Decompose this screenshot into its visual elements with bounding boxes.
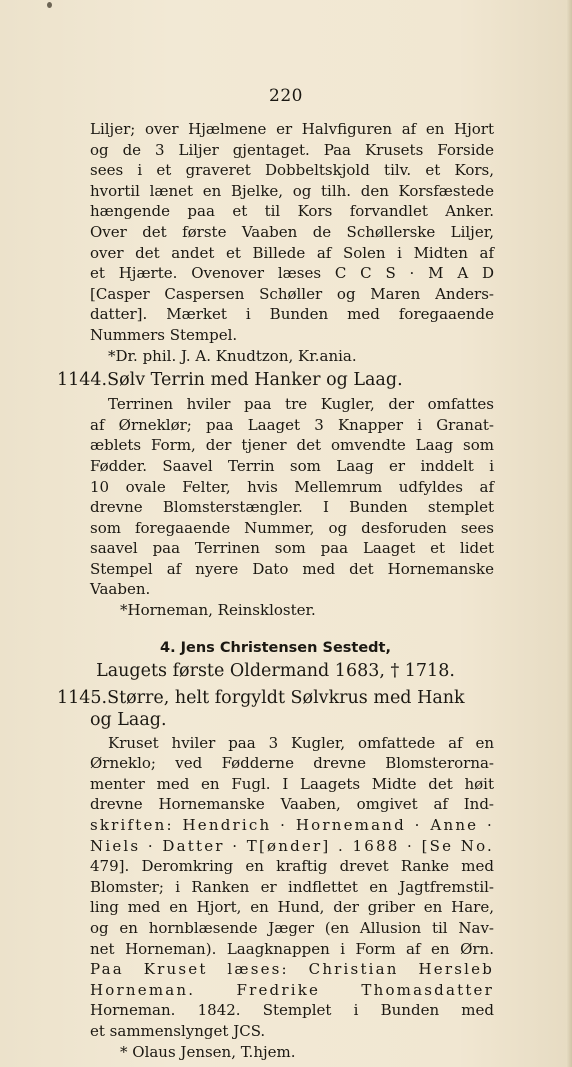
ink-spot (47, 2, 52, 8)
item-title: Større, helt forgyldt Sølvkrus med Hank (107, 687, 465, 708)
text-line: 479]. Deromkring en kraftig drevet Ranke med (90, 857, 494, 876)
text-line: Niels · Datter · T[ønder] . 1688 · [Se No. (90, 836, 494, 855)
text-line: Stempel af nyere Dato med det Hornemanske (90, 559, 494, 578)
item-title-cont: og Laag. (90, 709, 167, 730)
text-line: menter med en Fugl. I Laagets Midte det høit (90, 774, 494, 793)
text-line: drevne Blomsterstængler. I Bunden stemplet (90, 498, 494, 517)
text-line: et sammenslynget JCS. (90, 1021, 266, 1040)
text-line: Liljer; over Hjælmene er Halvfiguren af en Hjort (90, 120, 494, 138)
text-line: datter]. Mærket i Bunden med foregaaende (90, 305, 494, 324)
text-line: hængende paa et til Kors forvandlet Anker. (90, 202, 494, 221)
section-title: 4. Jens Christensen Sestedt, (159, 639, 391, 656)
owner-line: *Dr. phil. J. A. Knudtzon, Kr.ania. (108, 346, 357, 365)
text-line: hvortil lænet en Bjelke, og tilh. den Korsfæstede (90, 181, 494, 200)
text-line: Kruset hviler paa 3 Kugler, omfattede af en (108, 733, 494, 752)
text-line: og de 3 Liljer gjentaget. Paa Krusets Forside (90, 140, 494, 159)
item-number: 1145. (57, 687, 108, 708)
text-line: Nummers Stempel. (90, 325, 238, 344)
text-line: æblets Form, der tjener det omvendte Laag som (90, 436, 494, 455)
text-line: over det andet et Billede af Solen i Midten af (90, 243, 494, 262)
item-title: Sølv Terrin med Hanker og Laag. (107, 370, 403, 391)
item-number: 1144. (57, 370, 108, 391)
text-line: drevne Hornemanske Vaaben, omgivet af Ind- (90, 795, 494, 814)
section-subtitle: Laugets første Oldermand 1683, † 1718. (96, 660, 455, 681)
text-line: Terrinen hviler paa tre Kugler, der omfattes (108, 395, 494, 414)
text-line: sees i et graveret Dobbeltskjold tilv. et Kors, (90, 161, 494, 180)
text-line: Vaaben. (90, 580, 151, 599)
text-line: Over det første Vaaben de Schøllerske Liljer, (90, 222, 494, 241)
text-line: af Ørneklør; paa Laaget 3 Knapper i Granat- (90, 415, 494, 434)
text-line: og en hornblæsende Jæger (en Allusion til Nav- (90, 919, 494, 937)
text-line: 10 ovale Felter, hvis Mellemrum udfyldes af (90, 477, 494, 496)
text-line: Horneman. Fredrike Thomasdatter (90, 980, 494, 999)
text-line: som foregaaende Nummer, og desforuden sees (90, 518, 494, 537)
text-line: net Horneman). Laagknappen i Form af en Ørn. (90, 939, 494, 958)
text-column (57, 119, 494, 1062)
page-edge (566, 0, 572, 1067)
text-line: et Hjærte. Ovenover læses C C S · M A D (90, 264, 494, 283)
text-line: saavel paa Terrinen som paa Laaget et lidet (90, 539, 494, 558)
text-line: Horneman. 1842. Stemplet i Bunden med (90, 1001, 494, 1020)
item-heading (57, 687, 494, 709)
page-number: 220 (269, 86, 303, 106)
text-line: Paa Kruset læses: Christian Hersleb (90, 960, 494, 979)
owner-line: *Horneman, Reinskloster. (120, 601, 316, 620)
text-line: Blomster; i Ranken er indflettet en Jagtfremstil- (90, 877, 494, 896)
text-line: Ørneklo; ved Fødderne drevne Blomsterorna- (90, 754, 494, 773)
owner-line: * Olaus Jensen, T.hjem. (120, 1042, 296, 1061)
text-line: Fødder. Saavel Terrin som Laag er inddelt i (90, 456, 494, 475)
text-line: [Casper Caspersen Schøller og Maren Anders- (90, 284, 494, 303)
text-line: ling med en Hjort, en Hund, der griber en Hare, (90, 898, 494, 917)
item-heading (57, 369, 494, 391)
text-line: skriften: Hendrich · Hornemand · Anne · (90, 816, 494, 835)
